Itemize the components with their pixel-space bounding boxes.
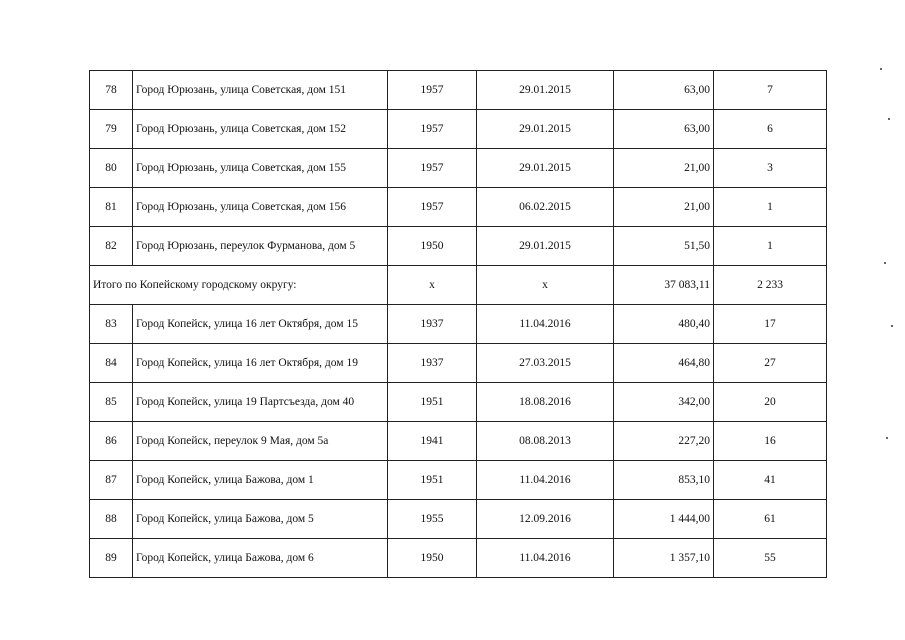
- row-address: Город Копейск, улица Бажова, дом 6: [133, 539, 388, 578]
- row-address: Город Копейск, улица 16 лет Октября, дом 19: [133, 344, 388, 383]
- row-area: 1 444,00: [614, 500, 714, 539]
- row-area: 853,10: [614, 461, 714, 500]
- row-area: 464,80: [614, 344, 714, 383]
- row-area: 1 357,10: [614, 539, 714, 578]
- row-number: 82: [90, 227, 133, 266]
- row-year: 1951: [388, 383, 477, 422]
- row-address: Город Юрюзань, улица Советская, дом 155: [133, 149, 388, 188]
- row-date: 29.01.2015: [477, 110, 614, 149]
- row-people: 20: [714, 383, 827, 422]
- row-people: 1: [714, 227, 827, 266]
- row-people: 61: [714, 500, 827, 539]
- row-area: 21,00: [614, 188, 714, 227]
- row-number: 86: [90, 422, 133, 461]
- row-area: 51,50: [614, 227, 714, 266]
- row-number: 89: [90, 539, 133, 578]
- row-area: 342,00: [614, 383, 714, 422]
- table-row: [90, 500, 827, 539]
- row-number: 88: [90, 500, 133, 539]
- table-row: [90, 110, 827, 149]
- scan-speck: [891, 325, 893, 327]
- row-people: 27: [714, 344, 827, 383]
- row-people: 16: [714, 422, 827, 461]
- row-address: Город Юрюзань, улица Советская, дом 152: [133, 110, 388, 149]
- total-area: 37 083,11: [614, 266, 714, 305]
- row-number: 87: [90, 461, 133, 500]
- table-row: [90, 149, 827, 188]
- row-address: Город Копейск, улица 16 лет Октября, дом 15: [133, 305, 388, 344]
- row-number: 84: [90, 344, 133, 383]
- row-number: 79: [90, 110, 133, 149]
- row-year: 1951: [388, 461, 477, 500]
- row-people: 7: [714, 71, 827, 110]
- row-address: Город Копейск, улица Бажова, дом 1: [133, 461, 388, 500]
- row-year: 1955: [388, 500, 477, 539]
- row-people: 17: [714, 305, 827, 344]
- total-people: 2 233: [714, 266, 827, 305]
- row-address: Город Копейск, переулок 9 Мая, дом 5а: [133, 422, 388, 461]
- row-year: 1957: [388, 110, 477, 149]
- row-number: 78: [90, 71, 133, 110]
- total-year: x: [388, 266, 477, 305]
- row-address: Город Юрюзань, улица Советская, дом 151: [133, 71, 388, 110]
- row-address: Город Юрюзань, переулок Фурманова, дом 5: [133, 227, 388, 266]
- row-date: 29.01.2015: [477, 227, 614, 266]
- row-address: Город Юрюзань, улица Советская, дом 156: [133, 188, 388, 227]
- row-number: 81: [90, 188, 133, 227]
- table-row: [90, 188, 827, 227]
- row-year: 1941: [388, 422, 477, 461]
- scan-speck: [886, 437, 888, 439]
- row-date: 11.04.2016: [477, 305, 614, 344]
- row-number: 80: [90, 149, 133, 188]
- housing-register-table: [89, 70, 827, 578]
- row-area: 63,00: [614, 71, 714, 110]
- row-number: 83: [90, 305, 133, 344]
- scan-speck: [888, 118, 890, 120]
- row-date: 29.01.2015: [477, 149, 614, 188]
- row-year: 1957: [388, 149, 477, 188]
- row-area: 21,00: [614, 149, 714, 188]
- row-area: 63,00: [614, 110, 714, 149]
- row-date: 12.09.2016: [477, 500, 614, 539]
- row-year: 1937: [388, 344, 477, 383]
- row-year: 1950: [388, 539, 477, 578]
- scan-speck: [880, 68, 882, 70]
- table-row: [90, 344, 827, 383]
- scan-speck: [884, 262, 886, 264]
- table-row: [90, 383, 827, 422]
- row-people: 41: [714, 461, 827, 500]
- row-area: 227,20: [614, 422, 714, 461]
- row-people: 55: [714, 539, 827, 578]
- row-date: 29.01.2015: [477, 71, 614, 110]
- row-date: 11.04.2016: [477, 461, 614, 500]
- row-date: 18.08.2016: [477, 383, 614, 422]
- row-address: Город Копейск, улица 19 Партсъезда, дом 40: [133, 383, 388, 422]
- row-date: 06.02.2015: [477, 188, 614, 227]
- row-date: 11.04.2016: [477, 539, 614, 578]
- table-row: [90, 227, 827, 266]
- row-people: 1: [714, 188, 827, 227]
- table-row: [90, 539, 827, 578]
- row-people: 3: [714, 149, 827, 188]
- row-year: 1950: [388, 227, 477, 266]
- row-number: 85: [90, 383, 133, 422]
- total-date: x: [477, 266, 614, 305]
- table-row: [90, 461, 827, 500]
- row-year: 1957: [388, 71, 477, 110]
- row-people: 6: [714, 110, 827, 149]
- row-date: 08.08.2013: [477, 422, 614, 461]
- row-address: Город Копейск, улица Бажова, дом 5: [133, 500, 388, 539]
- table-row: [90, 71, 827, 110]
- table-row: [90, 422, 827, 461]
- row-date: 27.03.2015: [477, 344, 614, 383]
- row-area: 480,40: [614, 305, 714, 344]
- row-year: 1937: [388, 305, 477, 344]
- table-row: [90, 305, 827, 344]
- total-row: [90, 266, 827, 305]
- total-label: Итого по Копейскому городскому округу:: [90, 266, 388, 305]
- row-year: 1957: [388, 188, 477, 227]
